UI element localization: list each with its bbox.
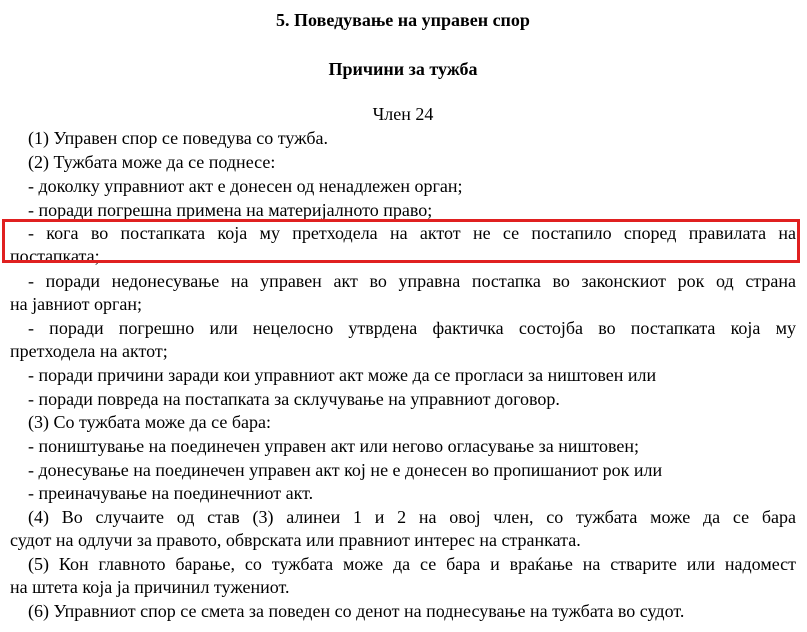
text-line: - поради погрешно или нецелосно утврдена фактичка состојба во постапката која му [28, 318, 796, 338]
text-line: - поради повреда на постапката за склучување на управниот договор. [28, 389, 560, 409]
text-line: претходела на актот; [10, 341, 168, 361]
text-line: - поништување на поединечен управен акт или негово огласување за ништовен; [28, 436, 640, 456]
text-line: - поради недонесување на управен акт во управна постапка во законскиот рок од страна [28, 271, 796, 291]
text-line: - донесување на поединечен управен акт кој не е донесен во пропишаниот рок или [28, 460, 663, 480]
text-line: на јавниот орган; [10, 294, 143, 314]
text-line: - кога во постапката која му претходела на актот не се постапило според правилата на [28, 223, 796, 243]
text-line: - преиначување на поединечниот акт. [28, 483, 314, 503]
text-line: (5) Кон главното барање, со тужбата може да се бара и враќање на стварите или надомест [28, 554, 796, 574]
subtitle: Причини за тужба [328, 59, 478, 79]
text-line: (1) Управен спор се поведува со тужба. [28, 128, 329, 148]
text-line: (6) Управниот спор се смета за поведен со денот на поднесување на тужбата во судот. [28, 601, 685, 621]
text-line: - поради погрешна примена на материјалното право; [28, 200, 433, 220]
article-number: Член 24 [372, 104, 434, 124]
text-line: (2) Тужбата може да се поднесе: [28, 152, 276, 172]
text-line: судот на одлучи за правото, обврската или правниот интерес на странката. [10, 530, 581, 550]
text-line: на штета која ја причинил тужениот. [10, 577, 290, 597]
text-line: (3) Со тужбата може да се бара: [28, 412, 271, 432]
text-line: постапката; [10, 246, 100, 266]
section-title: 5. Поведување на управен спор [276, 10, 530, 30]
highlight-box [2, 219, 800, 263]
text-line: - доколку управниот акт е донесен од ненадлежен орган; [28, 176, 463, 196]
text-line: (4) Во случаите од став (3) алинеи 1 и 2 на овој член, со тужбата може да се бара [28, 507, 796, 527]
text-line: - поради причини заради кои управниот акт може да се прогласи за ништовен или [28, 365, 657, 385]
